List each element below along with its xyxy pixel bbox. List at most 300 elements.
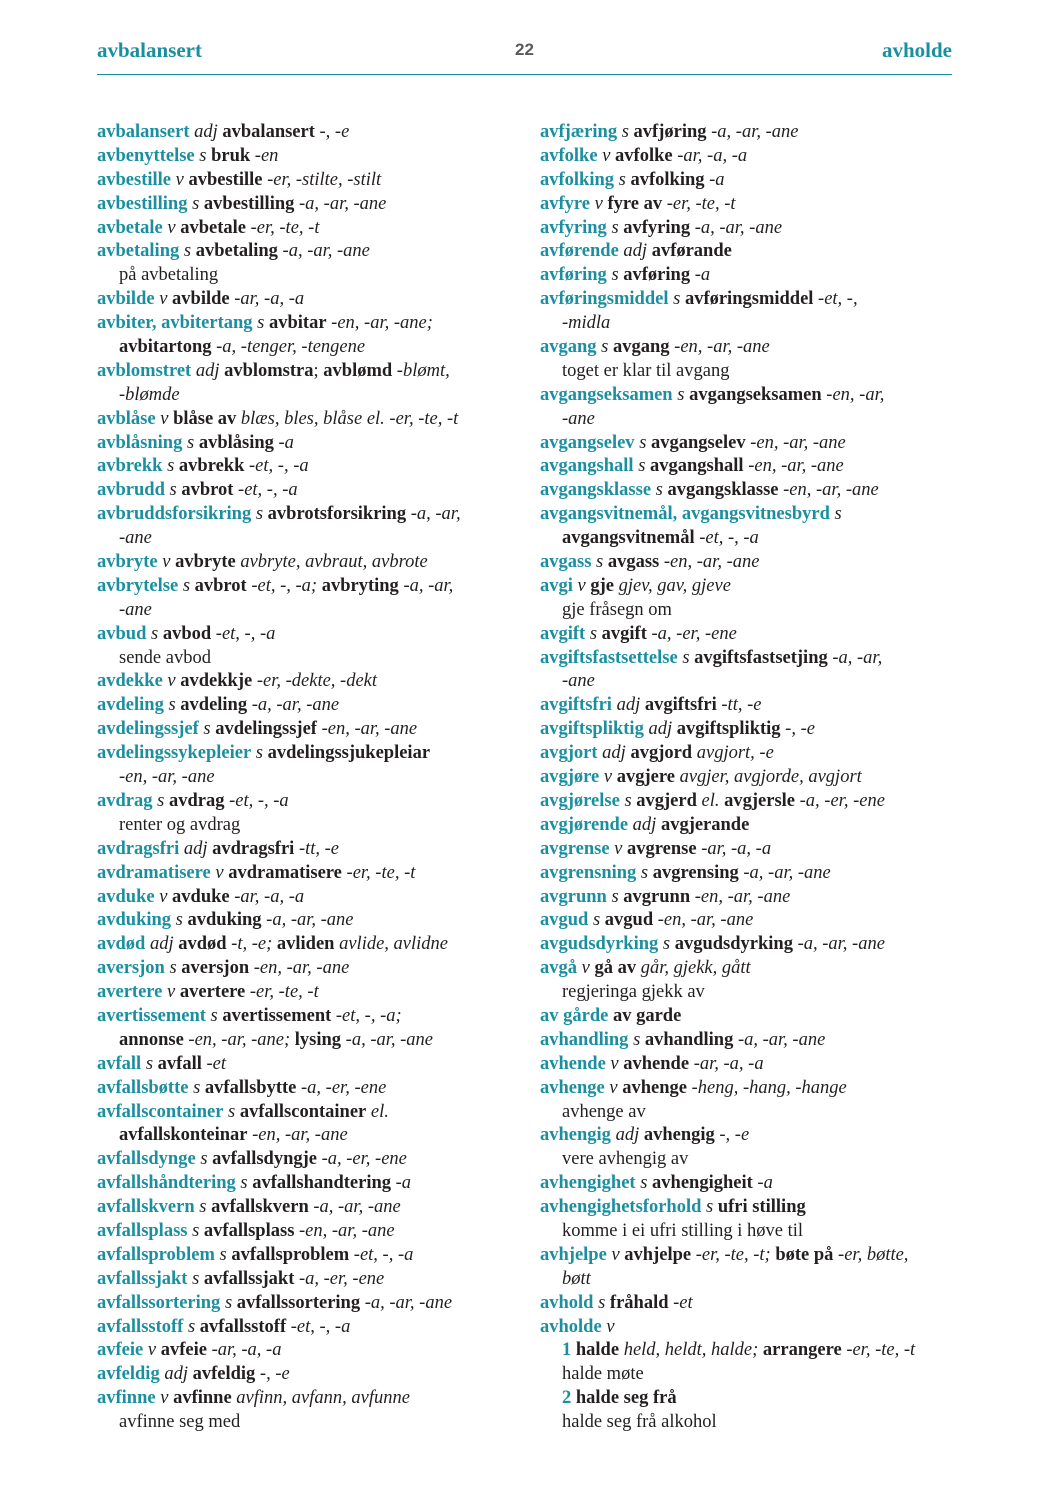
headword: avertere — [97, 982, 163, 1003]
grammar-label: v — [167, 217, 176, 238]
grammar-label: -en, -ar, -ane — [657, 910, 754, 931]
translation: avduking — [187, 910, 262, 931]
dictionary-line — [97, 240, 517, 264]
grammar-label: adj — [149, 934, 174, 955]
headword: avhengighetsforhold — [540, 1197, 702, 1218]
plain-text: komme i ei ufri stilling i høve til — [562, 1220, 803, 1241]
grammar-label: s — [187, 1316, 196, 1337]
dictionary-line — [97, 479, 517, 503]
translation: avfjøring — [633, 122, 707, 142]
grammar-label: s — [192, 1268, 200, 1289]
dictionary-line — [540, 288, 955, 312]
headword: avbestilling — [97, 193, 188, 214]
headword: avbalansert — [97, 122, 190, 142]
translation: avblåsing — [198, 432, 274, 453]
translation: avfyring — [623, 217, 691, 238]
headword: avfallskvern — [97, 1197, 195, 1218]
plain-text: vere avhengig av — [562, 1149, 689, 1170]
dictionary-line — [97, 169, 517, 193]
dictionary-line — [97, 1292, 517, 1316]
grammar-label: -et, -, -a — [215, 623, 276, 644]
translation: fråhald — [609, 1292, 669, 1313]
translation: blåse av — [173, 408, 237, 429]
grammar-label: -et, -, -a — [238, 480, 298, 501]
headword: avfallssortering — [97, 1292, 221, 1313]
headword: avgiftspliktig — [540, 719, 644, 740]
headword: avfallssjakt — [97, 1268, 188, 1289]
grammar-label: -ane — [119, 528, 152, 549]
headword: avblåse — [97, 408, 156, 429]
dictionary-line — [540, 623, 955, 647]
dictionary-line — [540, 1268, 955, 1292]
grammar-label: s — [192, 1220, 200, 1241]
headword: avduking — [97, 910, 172, 931]
dictionary-line — [97, 264, 517, 288]
translation: av garde — [612, 1005, 682, 1026]
dictionary-line — [540, 1411, 955, 1435]
headword: avbryte — [97, 552, 158, 573]
headword: avfolking — [540, 169, 615, 190]
grammar-label: avgjort, -e — [696, 743, 774, 764]
dictionary-line — [540, 1172, 955, 1196]
grammar-label: -et — [673, 1292, 693, 1313]
grammar-label: v — [602, 145, 611, 166]
grammar-label: el. — [701, 790, 720, 811]
grammar-label: -a — [709, 169, 725, 190]
grammar-label: -er, -te, -t — [250, 217, 320, 238]
grammar-label: v — [594, 193, 603, 214]
translation: avfallsbytte — [204, 1077, 297, 1098]
grammar-label: s — [640, 1173, 648, 1194]
grammar-label: s — [639, 432, 647, 453]
dictionary-line — [540, 1220, 955, 1244]
translation: avdragsfri — [212, 838, 295, 859]
translation: avføringsmiddel — [684, 289, 814, 310]
plain-text: regjeringa gjekk av — [562, 982, 705, 1003]
dictionary-line — [97, 838, 517, 862]
dictionary-line — [540, 408, 955, 432]
headword: avgangselev — [540, 432, 635, 453]
grammar-label: v — [609, 1077, 618, 1098]
dictionary-line — [540, 503, 955, 527]
translation: avførande — [651, 241, 732, 262]
translation: avgrensing — [652, 862, 739, 883]
grammar-label: s — [169, 480, 177, 501]
headword: avfallsdynge — [97, 1149, 196, 1170]
headword: avbrudd — [97, 480, 165, 501]
plain-text: gje fråsegn om — [562, 599, 672, 620]
dictionary-line — [97, 432, 517, 456]
grammar-label: blæs, bles, blåse — [240, 408, 363, 429]
headword: avgang — [540, 337, 597, 358]
translation: avblømd — [323, 360, 393, 381]
translation: avbetale — [180, 217, 246, 238]
translation: avbitar — [268, 313, 327, 334]
translation: annonse — [119, 1029, 184, 1050]
dictionary-line — [540, 933, 955, 957]
dictionary-line — [97, 288, 517, 312]
grammar-label: -et, -, -a — [249, 456, 309, 477]
right-guide-word: avholde — [881, 38, 952, 62]
dictionary-line — [540, 551, 955, 575]
translation: avbod — [162, 623, 212, 644]
translation: gje — [590, 575, 614, 596]
grammar-label: -en, -ar, -ane — [674, 337, 770, 358]
translation: avbestille — [188, 169, 263, 190]
headword: avbud — [97, 623, 147, 644]
grammar-label: adj — [194, 122, 218, 142]
dictionary-line — [540, 670, 955, 694]
grammar-label: s — [167, 456, 175, 477]
headword: avgi — [540, 575, 573, 596]
dictionary-line — [97, 408, 517, 432]
grammar-label: v — [606, 1316, 615, 1337]
grammar-label: s — [640, 862, 649, 883]
dictionary-line — [540, 1316, 955, 1340]
grammar-label: -en, -ar, — [826, 384, 885, 405]
grammar-label: v — [610, 1053, 619, 1074]
dictionary-line — [540, 479, 955, 503]
grammar-label: -a, -ar, -ane — [266, 910, 354, 931]
grammar-label: v — [614, 838, 623, 859]
headword: avhjelpe — [540, 1244, 607, 1265]
grammar-label: -ar, -a, -a — [677, 145, 748, 166]
grammar-label: v — [215, 862, 224, 883]
headword: avbilde — [97, 289, 155, 310]
headword: avbestille — [97, 169, 171, 190]
grammar-label: s — [255, 504, 264, 525]
headword: avgud — [540, 910, 589, 931]
grammar-label: -a, -tenger, -tengene — [216, 337, 366, 358]
grammar-label: -, -e — [719, 1125, 750, 1146]
grammar-label: -blømt, — [396, 360, 450, 381]
translation: avbrekk — [178, 456, 245, 477]
dictionary-line — [540, 647, 955, 671]
grammar-label: -a, -ar, — [410, 504, 461, 525]
grammar-label: -et, -, -a; — [335, 1005, 402, 1026]
grammar-label: -en, -ar, -ane — [748, 456, 844, 477]
plain-text: avfinne seg med — [119, 1412, 241, 1433]
grammar-label: -blømde — [119, 384, 180, 405]
grammar-label: -er, -te, -t; — [695, 1244, 771, 1265]
headword: avgjøre — [540, 767, 600, 788]
dictionary-line — [540, 766, 955, 790]
grammar-label: s — [183, 241, 192, 262]
dictionary-line — [97, 1029, 517, 1053]
dictionary-line — [97, 193, 517, 217]
dictionary-line — [540, 909, 955, 933]
grammar-label: -tt, -e — [721, 695, 762, 716]
dictionary-line — [97, 909, 517, 933]
grammar-label: s — [228, 1101, 236, 1122]
translation: avdekkje — [180, 671, 253, 692]
translation: gå av — [594, 958, 637, 979]
dictionary-line — [540, 957, 955, 981]
dictionary-line — [540, 217, 955, 241]
headword: avertissement — [97, 1005, 206, 1026]
dictionary-line — [540, 1148, 955, 1172]
translation: avfolking — [630, 169, 705, 190]
headword: avføring — [540, 265, 607, 286]
grammar-label: -, -e — [319, 122, 350, 142]
headword: avførende — [540, 241, 619, 262]
translation: avgang — [613, 337, 670, 358]
grammar-label: -en, -ar, -ane; — [331, 313, 433, 334]
grammar-label: -a — [278, 432, 294, 453]
grammar-label: s — [611, 217, 619, 238]
dictionary-line — [97, 455, 517, 479]
dictionary-line — [540, 193, 955, 217]
headword: avdeling — [97, 695, 164, 716]
grammar-label: -en, -ar, -ane — [694, 886, 791, 907]
grammar-label: -a, -ar, — [832, 647, 883, 668]
translation: avfallsproblem — [231, 1244, 350, 1265]
grammar-label: -ar, -a, -a — [701, 838, 772, 859]
translation: bruk — [211, 145, 251, 166]
translation: avduke — [172, 886, 230, 907]
translation: avfeie — [160, 1340, 207, 1361]
headword: avbiter, avbitertang — [97, 313, 253, 334]
headword: avbrekk — [97, 456, 163, 477]
headword: avfeldig — [97, 1364, 160, 1385]
dictionary-line — [97, 336, 517, 360]
dictionary-line — [540, 312, 955, 336]
dictionary-line — [97, 1077, 517, 1101]
grammar-label: v — [147, 1340, 157, 1361]
grammar-label: el. — [370, 1101, 389, 1122]
grammar-label: -ane — [562, 671, 595, 692]
dictionary-line — [97, 766, 517, 790]
grammar-label: -et — [206, 1053, 226, 1074]
dictionary-line — [97, 1268, 517, 1292]
translation: avhandling — [644, 1029, 734, 1050]
dictionary-line — [540, 1053, 955, 1077]
plain-text: ; — [313, 360, 324, 381]
headword: 1 — [562, 1340, 572, 1361]
grammar-label: avbryte, avbraut, avbrote — [240, 552, 428, 573]
headword: avhold — [540, 1292, 594, 1313]
translation: avgangselev — [651, 432, 746, 453]
grammar-label: -en, -ar, -ane; — [188, 1029, 291, 1050]
headword: avgjørelse — [540, 790, 620, 811]
headword: avdelingssykepleier — [97, 743, 252, 764]
headword: avbetaling — [97, 241, 180, 262]
translation: avfallscontainer — [239, 1101, 367, 1122]
dictionary-line — [97, 1316, 517, 1340]
translation: avgjerd — [636, 790, 697, 811]
dictionary-line — [540, 838, 955, 862]
grammar-label: s — [168, 695, 176, 716]
dictionary-line — [540, 169, 955, 193]
grammar-label: adj — [195, 360, 220, 381]
headword: avholde — [540, 1316, 602, 1337]
headword: avblomstret — [97, 360, 192, 381]
grammar-label: adj — [632, 814, 657, 835]
headword: avhenge — [540, 1077, 605, 1098]
left-guide-word: avbalansert — [97, 38, 202, 62]
translation: avfallskvern — [211, 1197, 309, 1218]
plain-text: halde møte — [562, 1364, 644, 1385]
dictionary-line — [540, 121, 955, 145]
translation: avbitartong — [119, 337, 212, 358]
headword: avgass — [540, 552, 592, 573]
dictionary-line — [97, 1244, 517, 1268]
headword: avdramatisere — [97, 862, 211, 883]
grammar-label: s — [589, 623, 598, 644]
dictionary-line — [540, 1244, 955, 1268]
grammar-label: adj — [615, 1125, 640, 1146]
headword: avbrytelse — [97, 575, 179, 596]
grammar-label: s — [834, 504, 842, 525]
translation: arrangere — [762, 1340, 842, 1361]
grammar-label: -er, bøtte, — [838, 1244, 909, 1265]
headword: avføringsmiddel — [540, 289, 669, 310]
translation: halde seg frå — [575, 1388, 677, 1409]
grammar-label: s — [199, 1197, 207, 1218]
grammar-label: -ane — [119, 599, 152, 620]
translation: avhengigheit — [652, 1173, 753, 1194]
grammar-label: -midla — [562, 313, 611, 334]
grammar-label: -ar, -a, -a — [234, 886, 305, 907]
grammar-label: s — [257, 313, 265, 334]
grammar-label: el. — [366, 408, 385, 429]
plain-text: halde seg frå alkohol — [562, 1412, 717, 1433]
headword: avdragsfri — [97, 838, 180, 859]
dictionary-line — [97, 1172, 517, 1196]
translation: avdramatisere — [228, 862, 342, 883]
dictionary-line — [97, 503, 517, 527]
dictionary-line — [540, 862, 955, 886]
dictionary-line — [540, 981, 955, 1005]
dictionary-line — [97, 1387, 517, 1411]
dictionary-line — [97, 599, 517, 623]
grammar-label: s — [611, 886, 619, 907]
grammar-label: -a, -er, -ene — [321, 1149, 407, 1170]
grammar-label: -en, -ar, -ane — [119, 767, 215, 788]
grammar-label: s — [706, 1197, 714, 1218]
translation: bøte på — [775, 1244, 834, 1265]
headword: avgift — [540, 623, 586, 644]
translation: avertere — [179, 982, 246, 1003]
translation: avgangsvitnemål — [562, 528, 695, 549]
headword: avfyring — [540, 217, 607, 238]
headword: avgiftsfri — [540, 695, 612, 716]
headword: avfall — [97, 1053, 142, 1074]
dictionary-line — [540, 1339, 955, 1363]
translation: avgift — [601, 623, 647, 644]
grammar-label: s — [169, 958, 177, 979]
grammar-label: -et, -, -a; — [251, 575, 318, 596]
grammar-label: -er, -stilte, -stilt — [267, 169, 382, 190]
dictionary-line — [97, 623, 517, 647]
page-number: 22 — [515, 40, 534, 59]
headword: avgiftsfastsettelse — [540, 647, 678, 668]
dictionary-line — [97, 1196, 517, 1220]
translation: avhjelpe — [624, 1244, 692, 1265]
headword: avgå — [540, 958, 577, 979]
dictionary-line — [540, 886, 955, 910]
dictionary-line — [540, 432, 955, 456]
grammar-label: -t, -e; — [231, 934, 273, 955]
translation: avgangseksamen — [689, 384, 822, 405]
dictionary-line — [97, 217, 517, 241]
translation: avgass — [607, 552, 660, 573]
dictionary-line — [540, 1387, 955, 1411]
grammar-label: s — [601, 337, 609, 358]
grammar-label: -et, -, -a — [229, 790, 289, 811]
grammar-label: -a, -ar, — [403, 575, 454, 596]
grammar-label: s — [210, 1005, 218, 1026]
grammar-label: avgjer, avgjorde, avgjort — [679, 767, 862, 788]
grammar-label: s — [192, 193, 200, 214]
headword: avfallsproblem — [97, 1244, 215, 1265]
grammar-label: v — [159, 289, 168, 310]
grammar-label: -, -e — [259, 1364, 290, 1385]
headword: avdelingssjef — [97, 719, 199, 740]
grammar-label: v — [162, 552, 171, 573]
grammar-label: -a, -ar, -ane — [345, 1029, 433, 1050]
translation: halde — [575, 1340, 620, 1361]
headword: avgudsdyrking — [540, 934, 659, 955]
dictionary-line — [540, 790, 955, 814]
dictionary-line — [540, 1363, 955, 1387]
grammar-label: adj — [648, 719, 673, 740]
translation: avgud — [604, 910, 654, 931]
grammar-label: -a, -ar, -ane — [313, 1197, 401, 1218]
dictionary-line — [540, 742, 955, 766]
translation: avfallsstoff — [199, 1316, 287, 1337]
dictionary-line — [97, 670, 517, 694]
headword: avhengighet — [540, 1173, 636, 1194]
headword: avgangseksamen — [540, 384, 673, 405]
translation: avgiftsfastsetjing — [694, 647, 828, 668]
grammar-label: s — [682, 647, 690, 668]
headword: avgangsklasse — [540, 480, 652, 501]
grammar-label: s — [219, 1244, 227, 1265]
grammar-label: går, gjekk, gått — [640, 958, 751, 979]
grammar-label: -en, -ar, -ane — [663, 552, 760, 573]
translation: aversjon — [181, 958, 250, 979]
dictionary-line — [97, 1101, 517, 1125]
grammar-label: s — [255, 743, 263, 764]
translation: avbrot — [194, 575, 247, 596]
plain-text: toget er klar til avgang — [562, 360, 730, 381]
headword: avdrag — [97, 790, 153, 811]
headword: avbenyttelse — [97, 145, 195, 166]
grammar-label: -en, -ar, -ane — [321, 719, 418, 740]
translation: avfallskonteinar — [119, 1125, 248, 1146]
plain-text: på avbetaling — [119, 265, 219, 286]
dictionary-line — [97, 360, 517, 384]
grammar-label: -et, -, -a — [353, 1244, 414, 1265]
translation: avdelingssjukepleiar — [267, 743, 431, 764]
grammar-label: s — [193, 1077, 201, 1098]
grammar-label: v — [159, 886, 168, 907]
translation: avbestilling — [203, 193, 295, 214]
grammar-label: s — [182, 575, 191, 596]
dictionary-line — [97, 384, 517, 408]
grammar-label: v — [603, 767, 613, 788]
grammar-label: -a, -ar, -ane — [711, 122, 799, 142]
translation: avfallssjakt — [203, 1268, 295, 1289]
dictionary-line — [97, 862, 517, 886]
headword: avbruddsforsikring — [97, 504, 252, 525]
headword: avfallsstoff — [97, 1316, 184, 1337]
translation: avgiftsfri — [644, 695, 717, 716]
dictionary-line — [540, 599, 955, 623]
translation: avgjere — [616, 767, 675, 788]
grammar-label: -a, -er, -ene — [301, 1077, 387, 1098]
